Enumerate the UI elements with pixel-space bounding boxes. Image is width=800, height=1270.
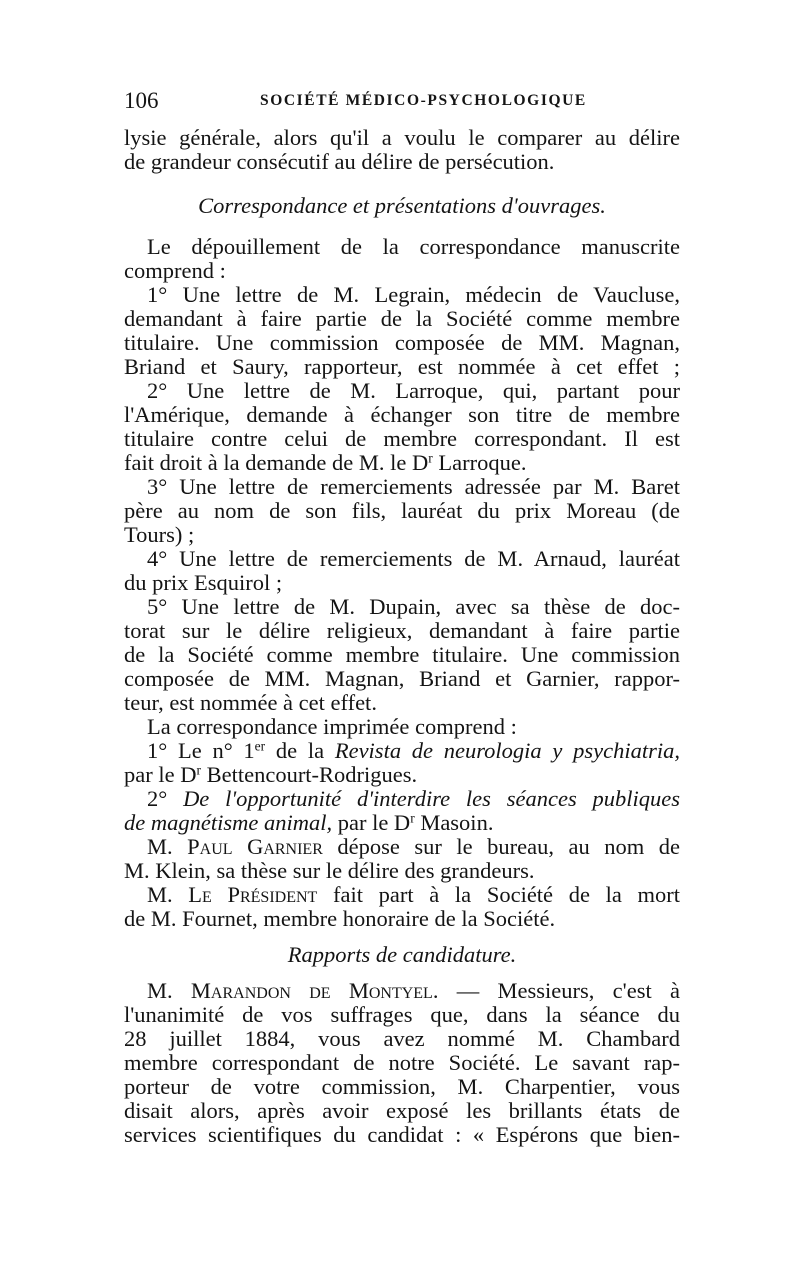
text-line: 2° Une lettre de M. Larroque, qui, partant pour: [147, 378, 680, 403]
running-title: SOCIÉTÉ MÉDICO-PSYCHOLOGIQUE: [260, 92, 587, 109]
text-line: M. Klein, sa thèse sur le délire des grandeurs.: [124, 858, 535, 883]
text-line: père au nom de son fils, lauréat du prix Moreau (de: [124, 498, 680, 523]
text-line: composée de MM. Magnan, Briand et Garnier, rappor-: [124, 666, 680, 691]
text-line: membre correspondant de notre Société. Le savant rap-: [124, 1050, 680, 1075]
text-line: de M. Fournet, membre honoraire de la Société.: [124, 906, 556, 931]
text-line: 1° Le n° 1er de la Revista de neurologia y psychiatria,: [147, 738, 680, 763]
text-line: M. Marandon de Montyel. — Messieurs, c'est à: [147, 978, 680, 1003]
text-line: de la Société comme membre titulaire. Une commission: [124, 642, 680, 667]
text-line: 1° Une lettre de M. Legrain, médecin de Vaucluse,: [147, 282, 680, 307]
text-line: par le $D^r$ Bettencourt-Rodrigues.: [124, 762, 418, 787]
text-line: 4° Une lettre de remerciements de M. Arnaud, lauréat: [147, 546, 680, 571]
text-line: 2° De l'opportunité d'interdire les séances publiques: [147, 786, 680, 811]
text-line: titulaire contre celui de membre correspondant. Il est: [124, 426, 680, 451]
text-line: Le dépouillement de la correspondance manuscrite: [147, 234, 680, 259]
text-line: l'unanimité de vos suffrages que, dans la séance du: [124, 1002, 680, 1027]
text-line: teur, est nommée à cet effet.: [124, 690, 377, 715]
text-line: comprend :: [124, 258, 226, 283]
text-line: Tours) ;: [124, 522, 195, 547]
text-line: l'Amérique, demande à échanger son titre de membre: [124, 402, 680, 427]
text-line: demandant à faire partie de la Société comme membre: [124, 306, 680, 331]
text-line: disait alors, après avoir exposé les brillants états de: [124, 1098, 680, 1123]
text-line: fait droit à la demande de M. le $D^r$ Larroque.: [124, 450, 527, 475]
text-line: lysie générale, alors qu'il a voulu le comparer au délire: [124, 125, 680, 150]
text-line: M. Le Président fait part à la Société de la mort: [147, 882, 680, 907]
running-head: [124, 86, 680, 116]
text-line: M. Paul Garnier dépose sur le bureau, au nom de: [147, 834, 681, 859]
text-line: 3° Une lettre de remerciements adressée par M. Baret: [147, 474, 680, 499]
text-line: de grandeur consécutif au délire de persécution.: [124, 149, 555, 174]
text-line: titulaire. Une commission composée de MM. Magnan,: [124, 330, 680, 355]
text-line: La correspondance imprimée comprend :: [147, 714, 517, 739]
text-line: torat sur le délire religieux, demandant à faire partie: [124, 618, 680, 643]
text-line: du prix Esquirol ;: [124, 570, 283, 595]
text-line: Briand et Saury, rapporteur, est nommée à cet effet ;: [124, 354, 680, 379]
section-heading: Correspondance et présentations d'ouvrages.: [198, 193, 606, 218]
text-line: 5° Une lettre de M. Dupain, avec sa thèse de doc-: [147, 594, 680, 619]
page-number: 106: [124, 88, 159, 113]
section-heading: Rapports de candidature.: [287, 942, 517, 967]
text-line: 28 juillet 1884, vous avez nommé M. Chambard: [124, 1026, 680, 1051]
text-line: de magnétisme animal, par le $D^r$ Masoin.: [124, 810, 494, 835]
text-line: services scientifiques du candidat : « Espérons que bien-: [124, 1122, 680, 1147]
text-line: porteur de votre commission, M. Charpentier, vous: [124, 1074, 680, 1099]
